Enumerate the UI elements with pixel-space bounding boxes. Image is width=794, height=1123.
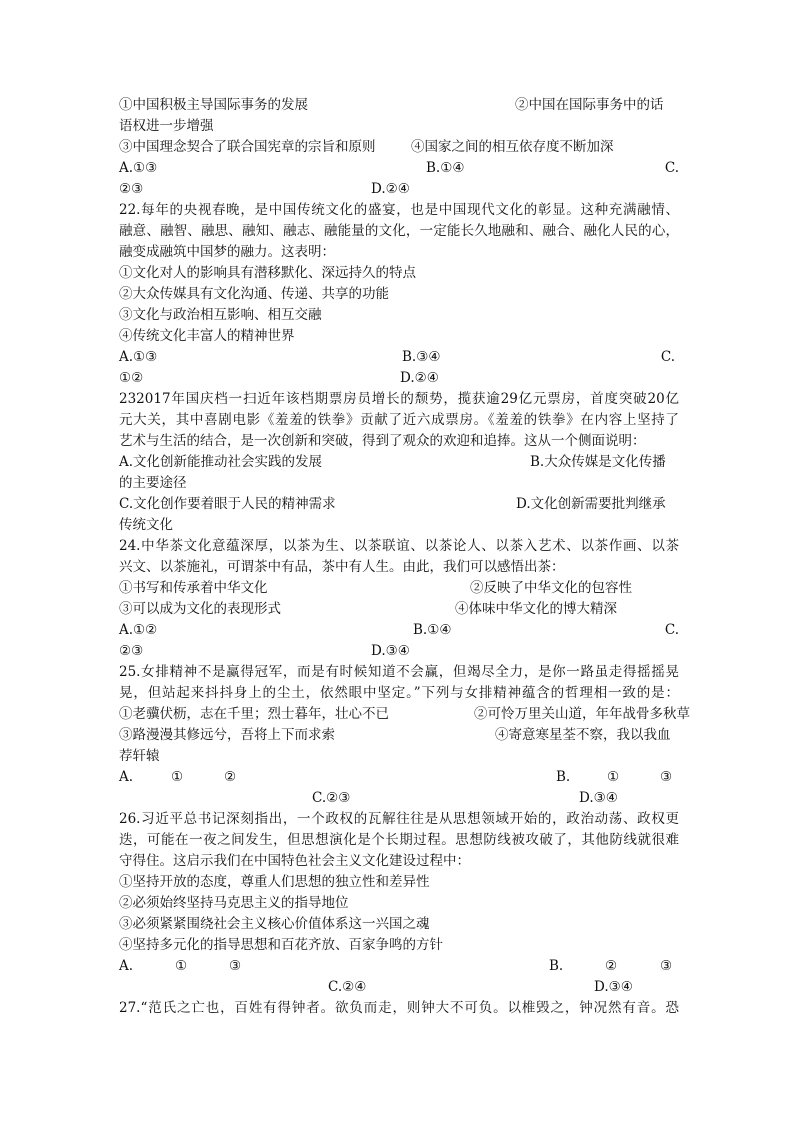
q24-statement-1: ①书写和传承着中华文化 [119, 580, 268, 596]
q24-stem-2: 兴文、以茶施礼，可谓茶中有品，茶中有人生。由此，我们可以感悟出茶： [119, 559, 565, 575]
q25-option-a: A. [119, 769, 134, 785]
q26-statement-3: ③必须紧紧围绕社会主义核心价值体系这一兴国之魂 [119, 916, 430, 932]
q23-option-d-cont: 传统文化 [119, 517, 173, 533]
q22-statement-1: ①文化对人的影响具有潜移默化、深远持久的特点 [119, 265, 416, 281]
q23-option-c: C.文化创作要着眼于人民的精神需求 [119, 496, 336, 512]
q25-option-b-2: ③ [660, 769, 673, 785]
q24-statement-4: ④体味中华文化的博大精深 [455, 601, 617, 617]
q26-option-d: D.③④ [594, 979, 633, 995]
q26-option-b: B. [549, 958, 564, 974]
q25-option-a-1: ① [171, 769, 184, 785]
q25-statements-row-2 [119, 725, 679, 746]
q24-option-c: C. [664, 622, 679, 638]
q25-option-c: C.②③ [312, 790, 351, 806]
q21-option-a: A.①③ [119, 160, 158, 176]
q22-statement-3: ③文化与政治相互影响、相互交融 [119, 307, 322, 323]
q26-statement-2: ②必须始终坚持马克思主义的指导地位 [119, 895, 349, 911]
q23-option-a: A.文化创新能推动社会实践的发展 [119, 454, 323, 470]
q21-statement-2: ②中国在国际事务中的话 [515, 97, 664, 113]
q22-option-c-value: ①② [119, 370, 144, 386]
q25-statement-4: ④寄意寒星荃不察，我以我血 [495, 727, 671, 743]
q26-statement-1: ①坚持开放的态度，尊重人们思想的独立性和差异性 [119, 874, 430, 890]
q26-stem-2: 迭，可能在一夜之间发生，但思想演化是个长期过程。思想防线被攻破了，其他防线就很难 [119, 832, 679, 848]
q23-option-b-cont: 的主要途径 [119, 475, 187, 491]
q22-stem-1: 22.每年的央视春晚，是中国传统文化的盛宴，也是中国现代文化的彰显。这种充满融情、 [119, 202, 679, 218]
q21-statement-1: ①中国积极主导国际事务的发展 [119, 97, 308, 113]
q23-option-d: D.文化创新需要批判继承 [516, 496, 666, 512]
q21-line-1 [119, 95, 679, 116]
q26-statement-4: ④坚持多元化的指导思想和百花齐放、百家争鸣的方针 [119, 937, 443, 953]
q22-stem-2: 融意、融智、融思、融知、融志、融能量的文化，一定能长久地融和、融合、融化人民的心， [119, 223, 679, 239]
q26-options-row-2 [119, 977, 679, 998]
q24-option-d: D.③④ [371, 643, 410, 659]
q26-option-b-1: ② [605, 958, 618, 974]
q24-stem-1: 24.中华茶文化意蕴深厚，以茶为生、以茶联谊、以茶论人、以茶入艺术、以茶作画、以茶 [119, 538, 679, 554]
q25-statement-4-cont: 荐轩辕 [119, 748, 160, 764]
q26-option-b-2: ③ [660, 958, 673, 974]
q24-option-b: B.①④ [413, 622, 452, 638]
q21-options-row-2 [119, 179, 679, 200]
q22-statement-4: ④传统文化丰富人的精神世界 [119, 328, 295, 344]
q24-statement-2: ②反映了中华文化的包容性 [470, 580, 632, 596]
q23-stem-2: 元大关，其中喜剧电影《羞羞的铁拳》贡献了近六成票房。《羞羞的铁拳》在内容上坚持了 [119, 412, 679, 428]
q25-option-d: D.③④ [579, 790, 618, 806]
q22-option-a: A.①③ [119, 349, 158, 365]
q23-options-row-2 [119, 494, 679, 515]
q25-statement-3: ③路漫漫其修远兮，吾将上下而求索 [119, 727, 335, 743]
q23-options-row-1 [119, 452, 679, 473]
q22-option-d: D.②④ [400, 370, 439, 386]
q21-statement-3: ③中国理念契合了联合国宪章的宗旨和原则 [119, 139, 376, 155]
q21-option-d: D.②④ [371, 181, 410, 197]
q26-stem-1: 26.习近平总书记深刻指出，一个政权的瓦解往往是从思想领域开始的，政治动荡、政权更 [119, 811, 679, 827]
q25-stem-2: 晃，但站起来抖抖身上的尘土，依然眼中坚定。”下列与女排精神蕴含的哲理相一致的是： [119, 685, 679, 701]
q22-statement-2: ②大众传媒具有文化沟通、传递、共享的功能 [119, 286, 389, 302]
q23-stem-1: 232017年国庆档一扫近年该档期票房员增长的颓势，揽获逾29亿元票房，首度突破20亿 [119, 391, 679, 407]
q25-statement-2: ②可怜万里关山道，年年战骨多秋草 [474, 706, 690, 722]
q25-option-a-2: ② [224, 769, 237, 785]
q21-line-2: 语权进一步增强 [119, 118, 214, 134]
q24-statement-3: ③可以成为文化的表现形式 [119, 601, 281, 617]
q24-option-a: A.①② [119, 622, 158, 638]
q26-option-c: C.②④ [328, 979, 367, 995]
q24-statements-row-2 [119, 599, 679, 620]
q21-option-c-value: ②③ [119, 181, 144, 197]
q24-options-row-2 [119, 641, 679, 662]
q26-option-a-2: ③ [229, 958, 242, 974]
q22-option-b: B.③④ [402, 349, 441, 365]
q25-statements-row-1 [119, 704, 690, 725]
q22-options-row-2 [119, 368, 679, 389]
q21-line-3 [119, 137, 679, 158]
q26-option-a-1: ① [175, 958, 188, 974]
q23-option-b: B.大众传媒是文化传播 [530, 454, 666, 470]
q21-options-row [119, 158, 679, 179]
q23-stem-3: 艺术与生活的结合，是一次创新和突破，得到了观众的欢迎和追捧。这从一个侧面说明： [119, 433, 646, 449]
q26-option-a: A. [119, 958, 134, 974]
q25-option-b-1: ① [607, 769, 620, 785]
q21-option-c: C. [664, 160, 679, 176]
q25-stem-1: 25.女排精神不是赢得冠军，而是有时候知道不会赢，但竭尽全力，是你一路虽走得摇摇晃 [119, 664, 679, 680]
q24-option-c-value: ②③ [119, 643, 144, 659]
q25-options-row-2 [119, 788, 679, 809]
q24-options-row [119, 620, 679, 641]
q22-options-row [119, 347, 679, 368]
q26-options-row [119, 956, 679, 977]
q27-stem-1: 27.“范氏之亡也，百姓有得钟者。欲负而走，则钟大不可负。以椎毁之，钟况然有音。恐 [119, 1000, 679, 1016]
q25-option-b: B. [556, 769, 571, 785]
q25-statement-1: ①老骥伏枥，志在千里；烈士暮年，壮心不已 [119, 706, 389, 722]
q24-statements-row-1 [119, 578, 679, 599]
exam-page [119, 95, 690, 1019]
q22-stem-3: 融变成融筑中国梦的融力。这表明： [119, 244, 335, 260]
q21-option-b: B.①④ [426, 160, 465, 176]
q25-options-row [119, 767, 679, 788]
q26-stem-3: 守得住。这启示我们在中国特色社会主义文化建设过程中： [119, 853, 470, 869]
q21-statement-4: ④国家之间的相互依存度不断加深 [411, 139, 614, 155]
q22-option-c: C. [660, 349, 675, 365]
